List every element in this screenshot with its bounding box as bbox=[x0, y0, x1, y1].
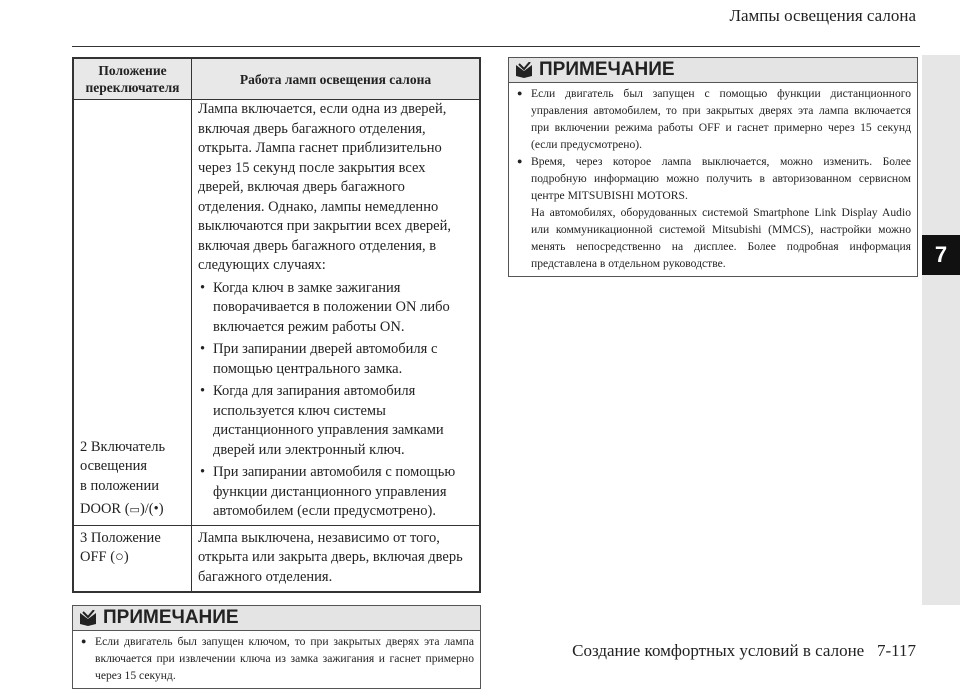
position-text: в положении bbox=[80, 477, 159, 494]
operation-cell bbox=[192, 100, 481, 526]
position-text: 3 Положение bbox=[80, 529, 161, 546]
page-footer: Создание комфортных условий в салоне 7-117 bbox=[572, 641, 916, 660]
list-item: • При запирании автомобиля с помощью функции дистанционного управления автомобилем (если предусмотрено). bbox=[198, 463, 473, 522]
position-text: освещения bbox=[80, 458, 148, 474]
table-row bbox=[73, 525, 480, 592]
note-box-left bbox=[72, 605, 481, 689]
position-text: DOOR ( bbox=[80, 501, 130, 517]
operation-cell: Лампа выключена, независимо от того, открыта или закрыта дверь, включая дверь багажного отделения. bbox=[192, 525, 481, 592]
position-cell bbox=[73, 525, 192, 592]
list-item: • При запирании дверей автомобиля с помощью центрального замка. bbox=[198, 340, 473, 379]
note-extra-text: На автомобилях, оборудованных системой Smartphone Link Display Audio или коммуникационной системой Mitsubishi (MMCS), настройки можно менять непосредственно на дисплее. Более подробная информация представлена в отдельном руководстве. bbox=[531, 206, 911, 270]
chapter-side-tab bbox=[922, 55, 960, 605]
position-text: )/(•) bbox=[139, 501, 164, 517]
position-text: 2 Включатель bbox=[80, 438, 166, 455]
book-check-icon bbox=[515, 62, 533, 78]
note-item: ● Время, через которое лампа выключается, можно изменить. Более подробную информацию можно получить в авторизованном сервисном центре MITSUBISHI MOTORS. bbox=[517, 153, 911, 204]
column-header-position: Положение переключателя bbox=[73, 58, 192, 100]
position-text: ) bbox=[123, 549, 129, 565]
table-row bbox=[73, 100, 480, 526]
interior-lamp-table bbox=[72, 57, 481, 593]
header-divider bbox=[72, 46, 920, 47]
note-title: ПРИМЕЧАНИЕ bbox=[539, 59, 675, 80]
position-text: OFF ( bbox=[80, 549, 116, 565]
page-header-title: Лампы освещения салона bbox=[729, 6, 916, 25]
book-check-icon bbox=[79, 610, 97, 626]
operation-text: Лампа включается, если одна из дверей, включая дверь багажного отделения, открыта. Лампа гаснет приблизительно через 15 секунд после закрытия всех дверей, включая дверь багажного отделения. Однако, лампы немедленно выключаются при закрытии всех дверей, включая дверь багажного отделения, в следующих случаях: bbox=[198, 101, 451, 273]
note-item: ● Если двигатель был запущен ключом, то при закрытых дверях эта лампа включается при извлечении ключа из замка зажигания и гаснет примерно через 15 секунд. bbox=[81, 633, 474, 684]
note-item: ● Если двигатель был запущен с помощью функции дистанционного управления автомобилем, то при закрытых дверях эта лампа включается при включении режима работы OFF и гаснет примерно через 15 секунд (если предусмотрено). bbox=[517, 85, 911, 153]
door-lamp-icon: ▭ bbox=[129, 504, 140, 516]
list-item: • Когда для запирания автомобиля используется ключ системы дистанционного управления замками дверей или электронный ключ. bbox=[198, 382, 473, 460]
column-header-operation: Работа ламп освещения салона bbox=[192, 58, 481, 100]
note-title: ПРИМЕЧАНИЕ bbox=[103, 607, 239, 628]
table-header-row bbox=[73, 58, 480, 100]
list-item: • Когда ключ в замке зажигания поворачивается в положении ON либо включается режим работы ON. bbox=[198, 279, 473, 338]
conditions-list bbox=[198, 279, 473, 522]
note-header bbox=[509, 58, 917, 83]
note-header bbox=[73, 606, 480, 631]
position-cell bbox=[73, 100, 192, 526]
note-box-right bbox=[508, 57, 918, 277]
chapter-number: 7 bbox=[922, 235, 960, 275]
left-column bbox=[72, 57, 481, 689]
off-circle-icon: ○ bbox=[115, 549, 124, 565]
